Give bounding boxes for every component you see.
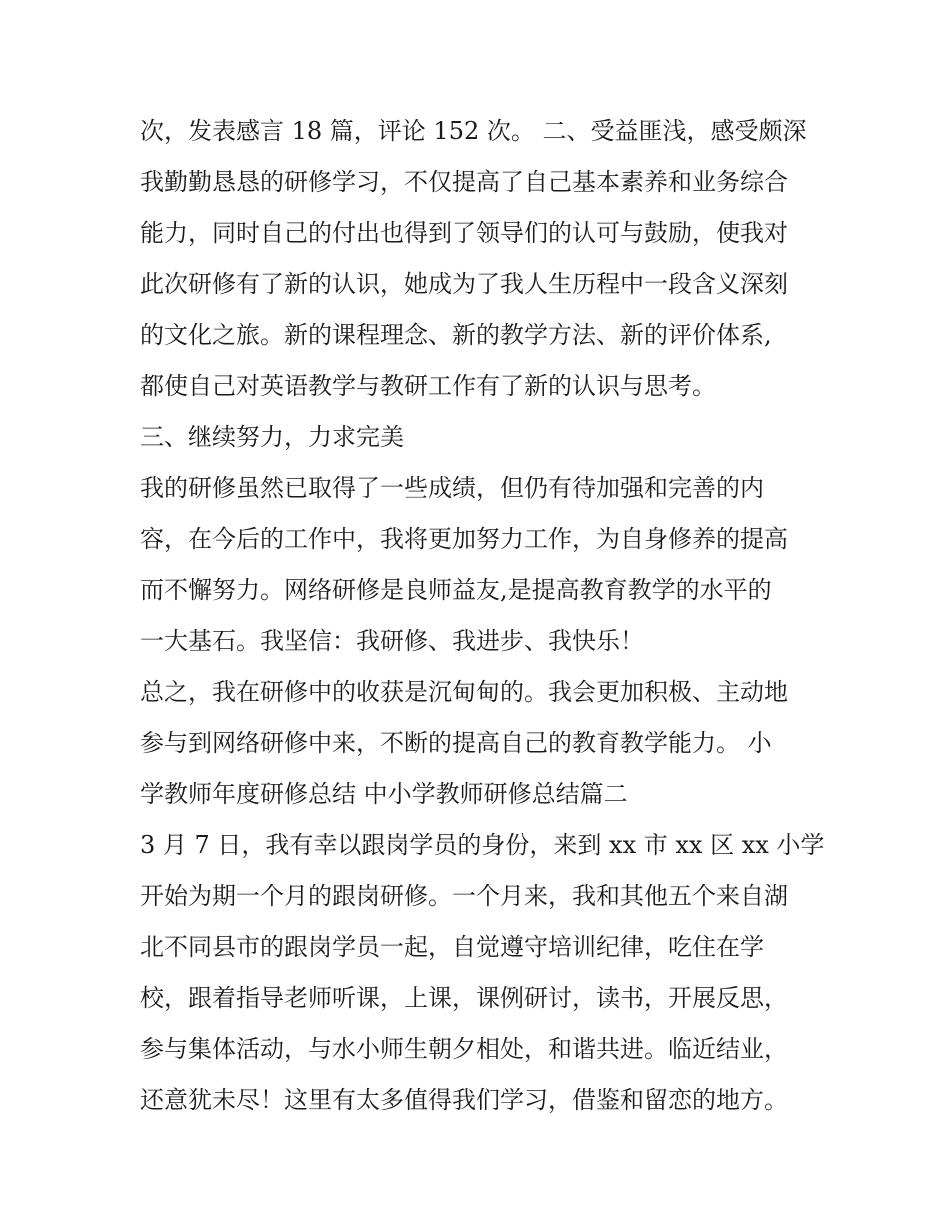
- section-heading: 三、继续努力，力求完美: [140, 423, 404, 451]
- text-line: 参与集体活动，与水小师生朝夕相处，和谐共进。临近结业，: [140, 1035, 788, 1063]
- text-line: 我的研修虽然已取得了一些成绩，但仍有待加强和完善的内: [140, 474, 764, 502]
- text-line: 而不懈努力。网络研修是良师益友,是提高教育教学的水平的: [140, 576, 772, 604]
- document-body: [140, 106, 830, 1126]
- text-line: 3 月 7 日，我有幸以跟岗学员的身份，来到 xx 市 xx 区 xx 小学: [140, 831, 825, 859]
- text-line: 次，发表感言 18 篇，评论 152 次。 二、受益匪浅，感受颇深: [140, 117, 807, 145]
- text-line: 能力，同时自己的付出也得到了领导们的认可与鼓励，使我对: [140, 219, 788, 247]
- text-line: 我勤勤恳恳的研修学习，不仅提高了自己基本素养和业务综合: [140, 168, 788, 196]
- text-line: 一大基石。我坚信：我研修、我进步、我快乐！: [140, 627, 644, 655]
- text-line: 总之，我在研修中的收获是沉甸甸的。我会更加积极、主动地: [140, 678, 788, 706]
- text-line: 此次研修有了新的认识，她成为了我人生历程中一段含义深刻: [140, 270, 788, 298]
- text-line: 容，在今后的工作中，我将更加努力工作，为自身修养的提高: [140, 525, 788, 553]
- text-line: 都使自己对英语教学与教研工作有了新的认识与思考。: [140, 372, 716, 400]
- text-line: 参与到网络研修中来，不断的提高自己的教育教学能力。 小: [140, 729, 772, 757]
- text-line: 开始为期一个月的跟岗研修。一个月来，我和其他五个来自湖: [140, 882, 788, 910]
- text-line: 北不同县市的跟岗学员一起，自觉遵守培训纪律，吃住在学: [140, 933, 764, 961]
- text-line: 学教师年度研修总结 中小学教师研修总结篇二: [140, 780, 628, 808]
- text-line: 校，跟着指导老师听课，上课，课例研讨，读书，开展反思，: [140, 984, 788, 1012]
- text-line: 的文化之旅。新的课程理念、新的教学方法、新的评价体系,: [140, 321, 772, 349]
- text-line: 还意犹未尽！这里有太多值得我们学习，借鉴和留恋的地方。: [140, 1086, 788, 1114]
